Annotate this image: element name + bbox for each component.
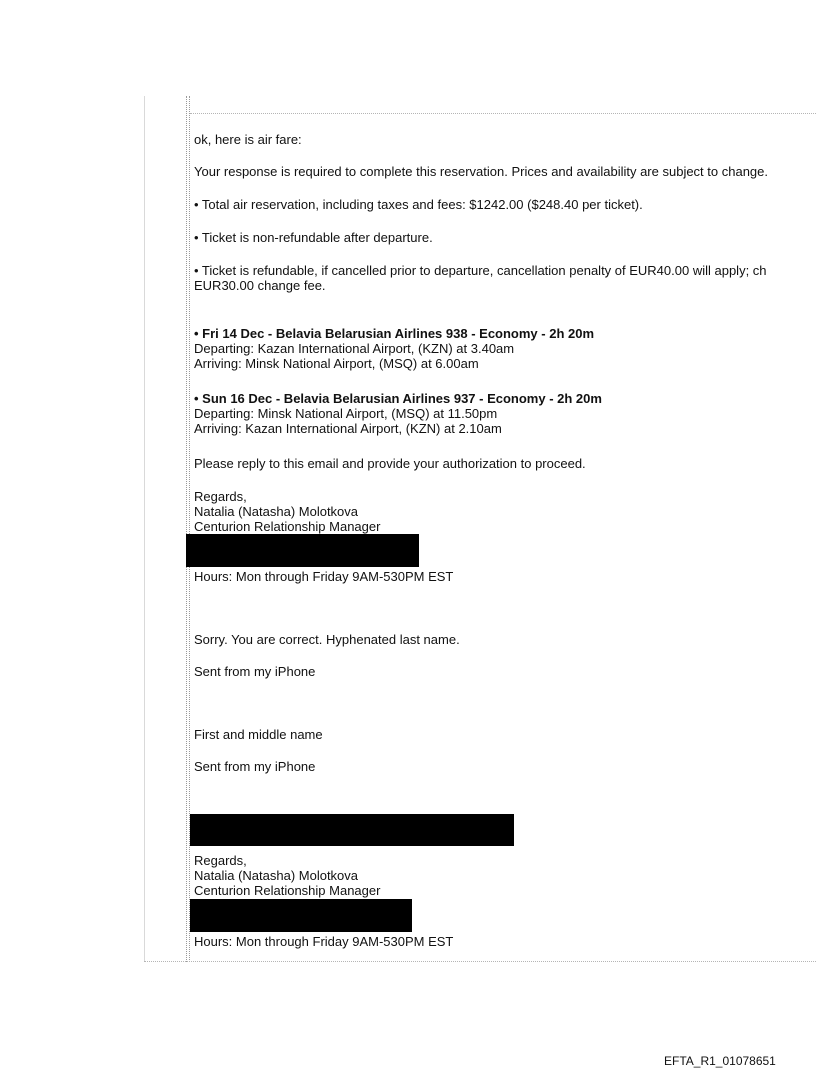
frame-bottom-rule — [144, 961, 816, 962]
signature2-hours: Hours: Mon through Friday 9AM-530PM EST — [194, 934, 454, 949]
document-id: EFTA_R1_01078651 — [664, 1054, 776, 1068]
flight1-arriving: Arriving: Minsk National Airport, (MSQ) at 6.00am — [194, 356, 479, 371]
signature1-hours: Hours: Mon through Friday 9AM-530PM EST — [194, 569, 454, 584]
reply1-text: Sorry. You are correct. Hyphenated last name. — [194, 632, 460, 647]
signature1-name: Natalia (Natasha) Molotkova — [194, 504, 359, 519]
reply2-text: First and middle name — [194, 727, 323, 742]
redaction-block — [190, 899, 412, 932]
signature1-regards: Regards, — [194, 489, 247, 504]
flight2-header: • Sun 16 Dec - Belavia Belarusian Airlines 937 - Economy - 2h 20m — [194, 391, 602, 406]
intro-line: ok, here is air fare: — [194, 132, 302, 147]
flight1-header: • Fri 14 Dec - Belavia Belarusian Airlines 938 - Economy - 2h 20m — [194, 326, 595, 341]
signature2-name: Natalia (Natasha) Molotkova — [194, 868, 359, 883]
bullet-nonrefundable: • Ticket is non-refundable after departure. — [194, 230, 433, 245]
bullet-total-fare: • Total air reservation, including taxes and fees: $1242.00 ($248.40 per ticket). — [194, 197, 643, 212]
response-required: Your response is required to complete this reservation. Prices and availability are subject to change. — [194, 164, 768, 179]
flight1-departing: Departing: Kazan International Airport, (KZN) at 3.40am — [194, 341, 515, 356]
authorization-request: Please reply to this email and provide your authorization to proceed. — [194, 456, 586, 471]
reply1-sent-from: Sent from my iPhone — [194, 664, 316, 679]
frame-top-rule — [190, 113, 816, 114]
redaction-block — [190, 814, 514, 846]
bullet-refundable-line1: • Ticket is refundable, if cancelled prior to departure, cancellation penalty of EUR40.00 will apply; ch — [194, 263, 767, 278]
signature2-title: Centurion Relationship Manager — [194, 883, 381, 898]
redaction-block — [186, 534, 419, 567]
bullet-refundable-line2: EUR30.00 change fee. — [194, 278, 326, 293]
signature2-regards: Regards, — [194, 853, 247, 868]
flight2-arriving: Arriving: Kazan International Airport, (KZN) at 2.10am — [194, 421, 502, 436]
flight2-departing: Departing: Minsk National Airport, (MSQ) at 11.50pm — [194, 406, 498, 421]
frame-left-outer — [144, 96, 145, 962]
signature1-title: Centurion Relationship Manager — [194, 519, 381, 534]
reply2-sent-from: Sent from my iPhone — [194, 759, 316, 774]
